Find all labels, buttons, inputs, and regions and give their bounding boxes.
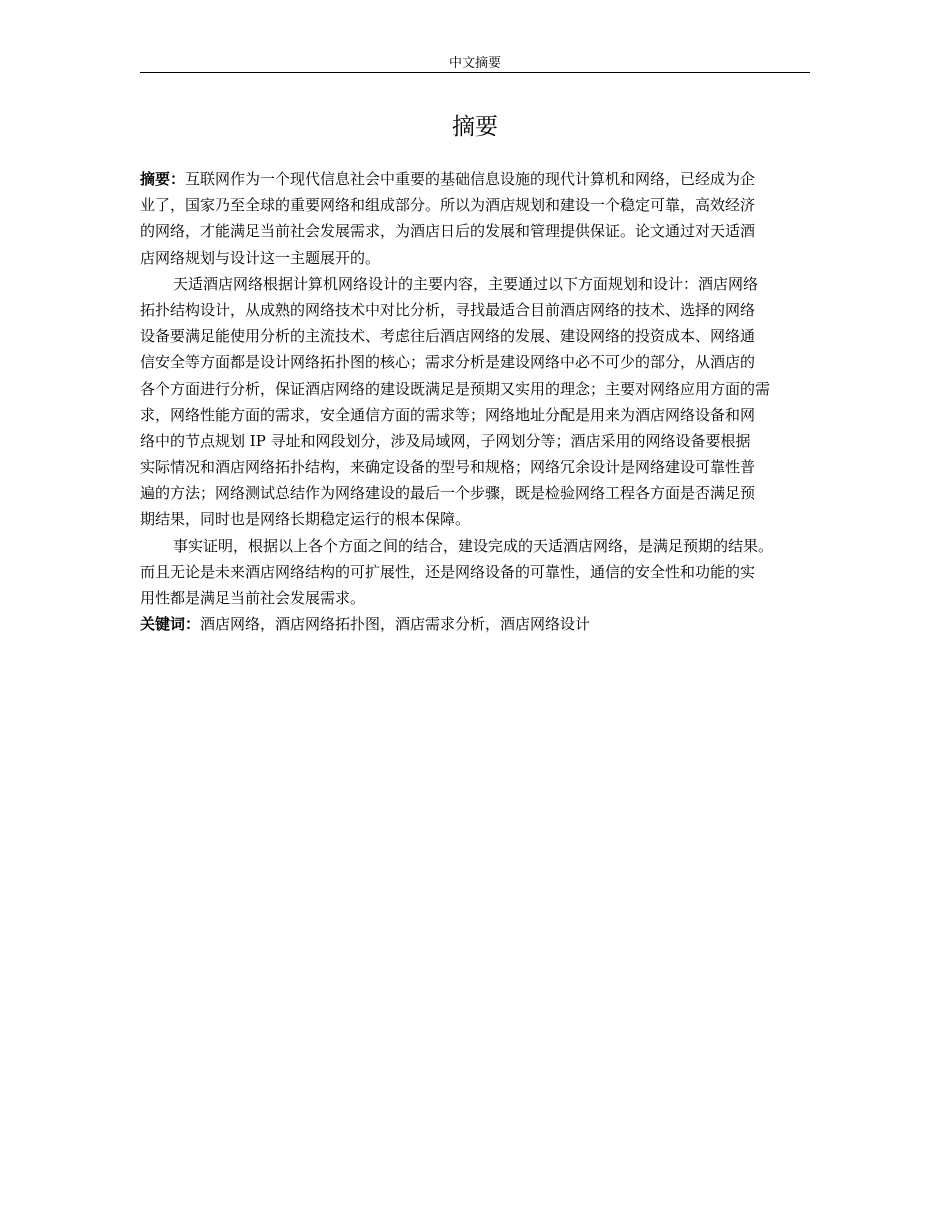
abstract-line: 期结果，同时也是网络长期稳定运行的根本保障。 <box>140 510 471 529</box>
abstract-line: 实际情况和酒店网络拓扑结构，来确定设备的型号和规格；网络冗余设计是网络建设可靠性普 <box>140 458 756 477</box>
abstract-line: 用性都是满足当前社会发展需求。 <box>140 589 366 607</box>
abstract-line: 事实证明，根据以上各个方面之间的结合，建设完成的天适酒店网络，是满足预期的结果。 <box>173 536 774 555</box>
abstract-line: 络中的节点规划 IP 寻址和网段划分，涉及局域网，子网划分等；酒店采用的网络设备要根据 <box>140 431 751 450</box>
abstract-line: 业了，国家乃至全球的重要网络和组成部分。所以为酒店规划和建设一个稳定可靠，高效经济 <box>140 196 756 215</box>
keywords-line <box>140 611 822 637</box>
keywords-text: 酒店网络，酒店网络拓扑图，酒店需求分析，酒店网络设计 <box>200 615 591 634</box>
abstract-line <box>140 166 822 192</box>
abstract-body <box>140 166 822 637</box>
header-rule <box>140 72 810 73</box>
abstract-line: 天适酒店网络根据计算机网络设计的主要内容，主要通过以下方面规划和设计：酒店网络 <box>173 274 759 293</box>
page-title: 摘要 <box>452 114 498 140</box>
abstract-line: 遍的方法；网络测试总结作为网络建设的最后一个步骤，既是检验网络工程各方面是否满足预 <box>140 484 756 503</box>
running-header: 中文摘要 <box>448 56 501 71</box>
abstract-label: 摘要： <box>140 170 186 188</box>
abstract-line: 各个方面进行分析，保证酒店网络的建设既满足是预期又实用的理念；主要对网络应用方面的需 <box>140 379 771 398</box>
keywords-label: 关键词： <box>140 615 201 634</box>
abstract-line: 拓扑结构设计，从成熟的网络技术中对比分析，寻找最适合目前酒店网络的技术、选择的网络 <box>140 300 756 319</box>
abstract-line: 设备要满足能使用分析的主流技术、考虑往后酒店网络的发展、建设网络的投资成本、网络通 <box>140 327 756 346</box>
abstract-text: 互联网作为一个现代信息社会中重要的基础信息设施的现代计算机和网络，已经成为企 <box>185 170 756 188</box>
abstract-line: 信安全等方面都是设计网络拓扑图的核心；需求分析是建设网络中必不可少的部分，从酒店的 <box>140 353 756 372</box>
abstract-line: 店网络规划与设计这一主题展开的。 <box>140 248 381 267</box>
abstract-line: 求，网络性能方面的需求，安全通信方面的需求等；网络地址分配是用来为酒店网络设备和网 <box>140 405 756 424</box>
abstract-line: 而且无论是未来酒店网络结构的可扩展性，还是网络设备的可靠性，通信的安全性和功能的实 <box>140 562 756 581</box>
abstract-line: 的网络，才能满足当前社会发展需求，为酒店日后的发展和管理提供保证。论文通过对天适酒 <box>140 222 756 241</box>
